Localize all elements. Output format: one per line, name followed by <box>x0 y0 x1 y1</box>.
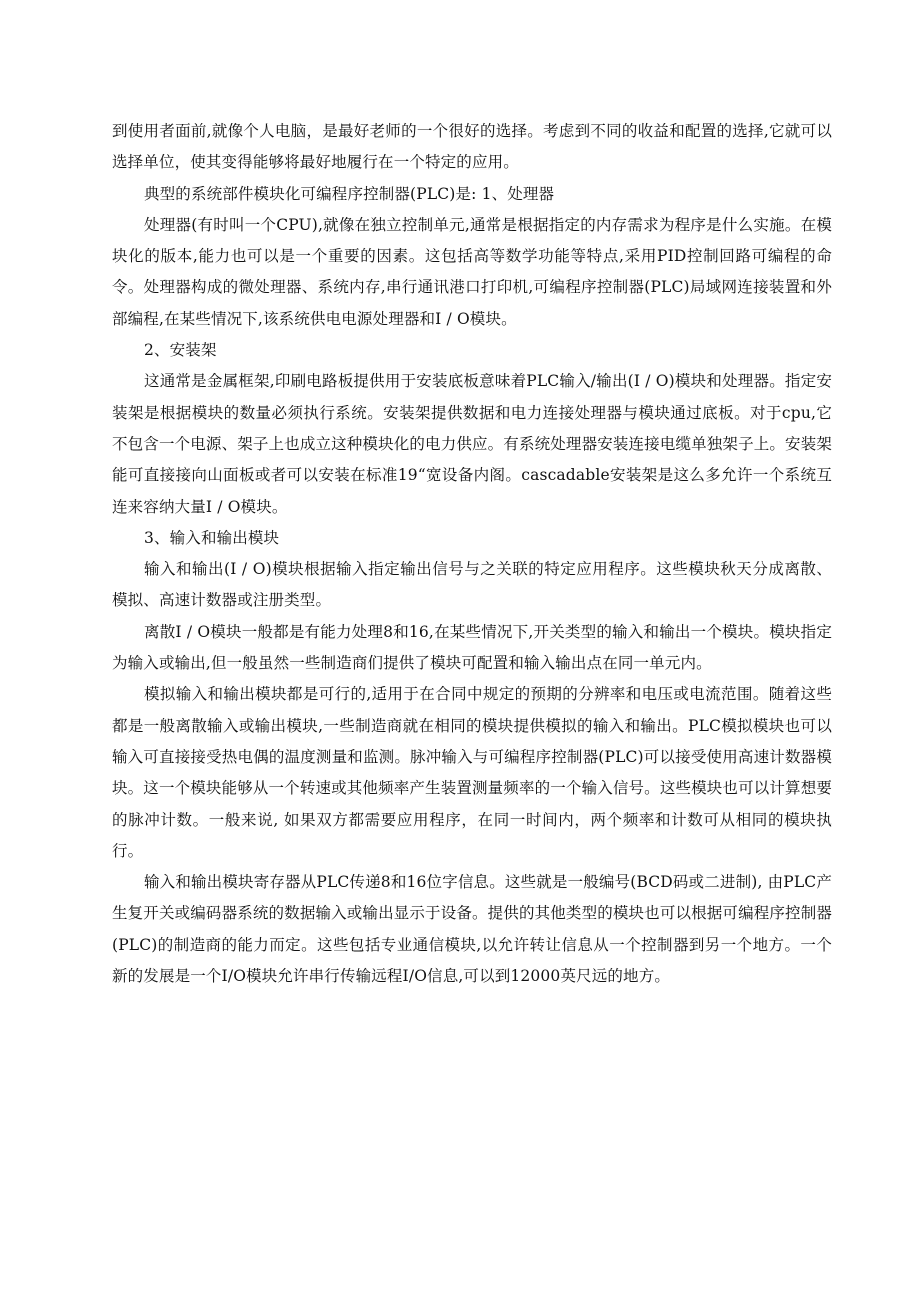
paragraph-2: 典型的系统部件模块化可编程序控制器(PLC)是: 1、处理器 <box>144 184 555 203</box>
paragraph-3: 处理器(有时叫一个CPU),就像在独立控制单元,通常是根据指定的内存需求为程序是什么实施。在模块化的版本,能力也可以是一个重要的因素。这包括高等数学功能等特点,采用PID控制回路可编程的命令。处理器构成的微处理器、系统内存,串行通讯港口打印机,可编程序控制器(PLC)局域网连接装置和外部编程,在某些情况下,该系统供电电源处理器和I / O模块。 <box>112 215 832 328</box>
section-heading-2: 2、安装架 <box>144 341 217 360</box>
paragraph-8: 离散I / O模块一般都是有能力处理8和16,在某些情况下,开关类型的输入和输出一个模块。模块指定为输入或输出,但一般虽然一些制造商们提供了模块可配置和输入输出点在同一单元内。 <box>112 622 832 673</box>
document-body <box>112 116 832 992</box>
paragraph-1: 到使用者面前,就像个人电脑，是最好老师的一个很好的选择。考虑到不同的收益和配置的选择,它就可以选择单位，使其变得能够将最好地履行在一个特定的应用。 <box>112 122 832 172</box>
paragraph-10: 输入和输出模块寄存器从PLC传递8和16位字信息。这些就是一般编号(BCD码或二进制), 由PLC产生复开关或编码器系统的数据输入或输出显示于设备。提供的其他类型的模块也可以根据可编程序控制器(PLC)的制造商的能力而定。这些包括专业通信模块,以允许转让信息从一个控制器到另一个地方。一个新的发展是一个I/O模块允许串行传输远程I/O信息,可以到12000英尺远的地方。 <box>112 873 832 986</box>
paragraph-7: 输入和输出(I / O)模块根据输入指定输出信号与之关联的特定应用程序。这些模块秋天分成离散、模拟、高速计数器或注册类型。 <box>112 560 832 610</box>
paragraph-5: 这通常是金属框架,印刷电路板提供用于安装底板意味着PLC输入/输出(I / O)模块和处理器。指定安装架是根据模块的数量必须执行系统。安装架提供数据和电力连接处理器与模块通过底板。对于cpu,它不包含一个电源、架子上也成立这种模块化的电力供应。有系统处理器安装连接电缆单独架子上。安装架能可直接接向山面板或者可以安装在标准19“宽设备内阁。cascadable安装架是这么多允许一个系统互连来容纳大量I / O模块。 <box>112 372 832 516</box>
paragraph-9: 模拟输入和输出模块都是可行的,适用于在合同中规定的预期的分辨率和电压或电流范围。随着这些都是一般离散输入或输出模块,一些制造商就在相同的模块提供模拟的输入和输出。PLC模拟模块也可以输入可直接接受热电偶的温度测量和监测。脉冲输入与可编程序控制器(PLC)可以接受使用高速计数器模块。这一个模块能够从一个转速或其他频率产生装置测量频率的一个输入信号。这些模块也可以计算想要的脉冲计数。一般来说, 如果双方都需要应用程序，在同一时间内，两个频率和计数可从相同的模块执行。 <box>112 685 832 860</box>
section-heading-3: 3、输入和输出模块 <box>144 528 280 547</box>
